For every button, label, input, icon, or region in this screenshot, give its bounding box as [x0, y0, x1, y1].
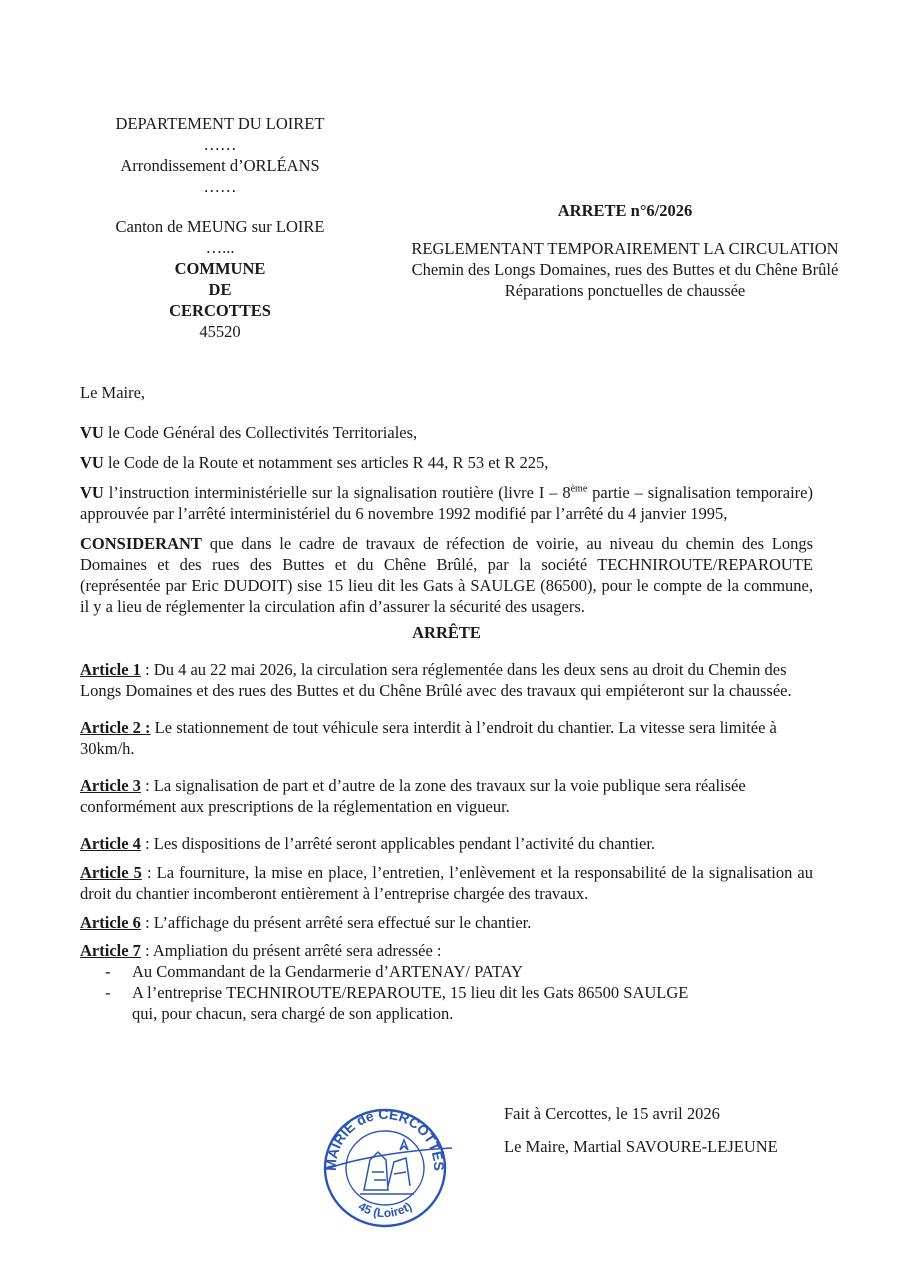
separator-dots: …… [203, 135, 237, 154]
article-label: Article 7 [80, 941, 141, 960]
mairie-stamp-icon [314, 1098, 456, 1232]
separator-dots: …… [203, 177, 237, 196]
article-text: : Les dispositions de l’arrêté seront applicables pendant l’activité du chantier. [140, 834, 656, 853]
arrete-title: REGLEMENTANT TEMPORAIREMENT LA CIRCULATION [411, 239, 839, 258]
arrete-location: Chemin des Longs Domaines, rues des Buttes et du Chêne Brûlé [411, 260, 839, 279]
article-text: : Ampliation du présent arrêté sera adressée : [140, 941, 442, 960]
vu-3-text-a: l’instruction interministérielle sur la signalisation routière (livre I – 8 [103, 483, 571, 502]
article-text: : La fourniture, la mise en place, l’entretien, l’enlèvement et la responsabilité de la signalisation au droit du chantier incomberont entièrement à l’entreprise chargée des travaux. [80, 863, 813, 903]
commune-line-2: DE [208, 280, 232, 299]
signer: Le Maire, Martial SAVOURE-LEJEUNE [504, 1137, 778, 1156]
vu-2 [80, 452, 813, 473]
article-text: Le stationnement de tout véhicule sera interdit à l’endroit du chantier. La vitesse sera limitée à 30km/h. [80, 718, 777, 758]
department: DEPARTEMENT DU LOIRET [115, 114, 325, 133]
article-text: : La signalisation de part et d’autre de la zone des travaux sur la voie publique sera réalisée conformément aux prescriptions de la réglementation en vigueur. [80, 776, 746, 816]
stamp-emblem [360, 1140, 414, 1194]
svg-text:MAIRIE de CERCOTTES [323, 1106, 447, 1171]
svg-text:45 (Loiret) [356, 1199, 414, 1220]
article-label: Article 5 [80, 863, 142, 882]
closing-line: qui, pour chacun, sera chargé de son application. [132, 1004, 454, 1023]
postal-code: 45520 [199, 322, 241, 341]
article-1 [80, 659, 813, 701]
article-7 [80, 940, 813, 961]
considerant-text: que dans le cadre de travaux de réfection de voirie, au niveau du chemin des Longs Domaines et des rues des Buttes et du Chêne Brûlé, par la société TECHNIROUTE/REPAROUTE (représentée par Eric DUDOIT) sise 15 lieu dit les Gats à SAULGE (86500), pour le compte de la commune, il y a lieu de réglementer la circulation afin d’assurer la sécurité des usagers. [80, 534, 813, 616]
article-text: : Du 4 au 22 mai 2026, la circulation sera réglementée dans les deux sens au droit du Chemin des Longs Domaines et des rues des Buttes et du Chêne Brûlé avec des travaux qui empiéteront sur la chaussée. [80, 660, 792, 700]
vu-3-text-b: partie – signalisation temporaire) approuvée par l’arrêté interministériel du 6 novembre 1992 modifié par l’arrêté du 4 janvier 1995, [80, 483, 813, 523]
vu-3-sup: ème [570, 483, 588, 495]
vu-label: VU [80, 453, 104, 472]
canton: Canton de MEUNG sur LOIRE [115, 217, 325, 236]
vu-3 [80, 482, 813, 524]
vu-label: VU [80, 423, 104, 442]
list-item: - A l’entreprise TECHNIROUTE/REPAROUTE, 15 lieu dit les Gats 86500 SAULGE [105, 982, 813, 1003]
signature-block [504, 1103, 778, 1157]
article-4 [80, 833, 813, 854]
header-right [380, 200, 870, 301]
considerant-label: CONSIDERANT [80, 534, 202, 553]
document-body [80, 382, 813, 1024]
arrete-heading: ARRÊTE [412, 623, 481, 642]
separator-dots: …... [205, 238, 235, 257]
arrondissement: Arrondissement d’ORLÉANS [120, 156, 320, 175]
stamp-bottom-text: 45 (Loiret) [355, 1199, 415, 1221]
article-3 [80, 775, 813, 817]
recipient-list [80, 961, 813, 1003]
article-label: Article 6 [80, 913, 141, 932]
considerant [80, 533, 813, 617]
article-text: : L’affichage du présent arrêté sera effectué sur le chantier. [140, 913, 532, 932]
vu-1-text: le Code Général des Collectivités Territoriales, [103, 423, 418, 442]
article-label: Article 4 [80, 834, 141, 853]
header-left [80, 113, 360, 342]
article-5 [80, 862, 813, 904]
list-item: - Au Commandant de la Gendarmerie d’ARTENAY/ PATAY [105, 961, 813, 982]
article-6 [80, 912, 813, 933]
commune-line-3: CERCOTTES [169, 301, 271, 320]
arrete-number: ARRETE n°6/2026 [557, 201, 693, 220]
article-2 [80, 717, 813, 759]
vu-2-text: le Code de la Route et notamment ses articles R 44, R 53 et R 225, [103, 453, 549, 472]
place-date: Fait à Cercottes, le 15 avril 2026 [504, 1104, 720, 1123]
commune-line-1: COMMUNE [174, 259, 266, 278]
vu-1 [80, 422, 813, 443]
article-label: Article 3 [80, 776, 141, 795]
stamp-top-text: MAIRIE de CERCOTTES [322, 1105, 448, 1172]
article-label: Article 1 [80, 660, 141, 679]
article-label: Article 2 : [80, 718, 151, 737]
maire-line: Le Maire, [80, 383, 146, 402]
arrete-subject: Réparations ponctuelles de chaussée [504, 281, 746, 300]
vu-label: VU [80, 483, 104, 502]
